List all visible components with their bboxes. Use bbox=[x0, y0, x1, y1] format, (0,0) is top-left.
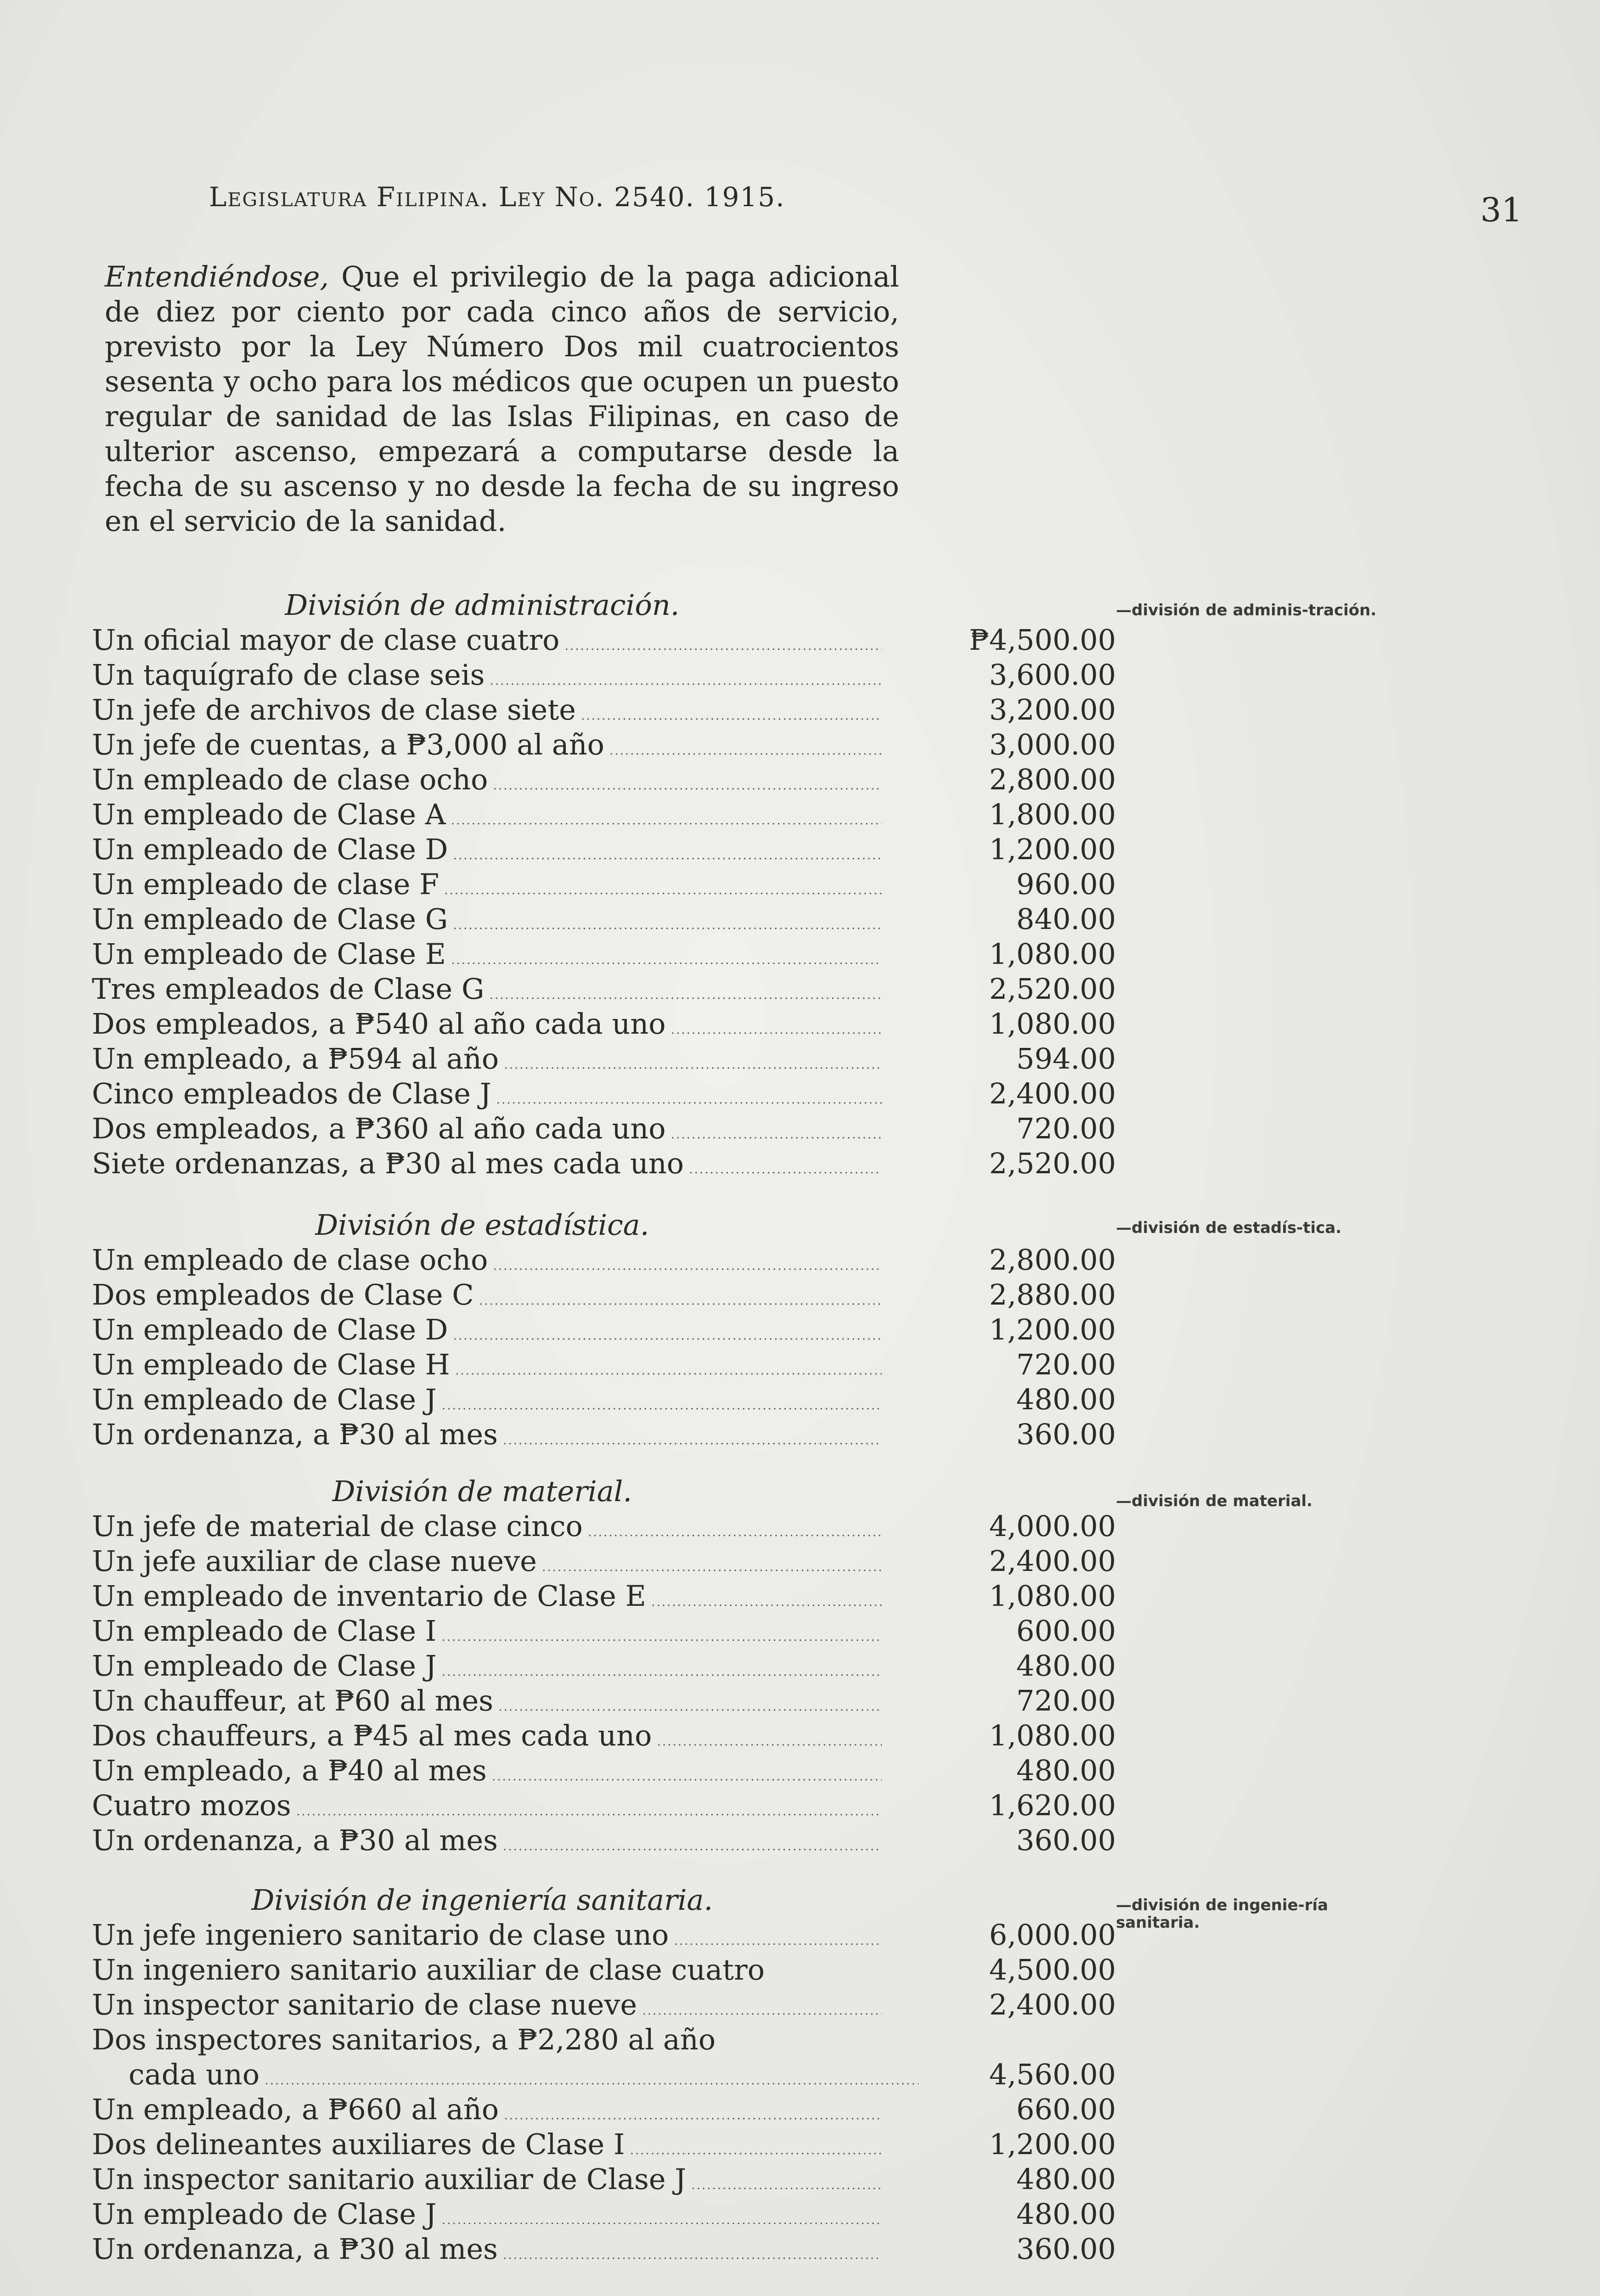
row-amount: 6,000.00 bbox=[989, 1918, 1116, 1952]
row-description: Un ordenanza, a ₱30 al mes ..... bbox=[92, 1417, 882, 1458]
row-amount: 3,200.00 bbox=[989, 693, 1116, 726]
row-description: Un empleado de Clase A ..... bbox=[92, 797, 882, 838]
section-title: División de ingeniería sanitaria. bbox=[251, 1883, 713, 1917]
row-description: Dos inspectores sanitarios, a ₱2,280 al año bbox=[92, 2023, 716, 2056]
row-amount: 360.00 bbox=[1016, 1823, 1116, 1857]
row-amount: 480.00 bbox=[1016, 1383, 1116, 1416]
row-amount: 480.00 bbox=[1016, 2197, 1116, 2231]
budget-row bbox=[92, 1243, 1116, 1277]
row-description: Un empleado de clase F ..... bbox=[92, 867, 882, 908]
row-description: Un empleado de Clase E ..... bbox=[92, 937, 882, 978]
budget-row bbox=[92, 727, 1116, 762]
row-description: Un empleado, a ₱40 al mes ..... bbox=[92, 1753, 882, 1794]
row-amount: 1,080.00 bbox=[989, 1719, 1116, 1752]
row-amount: 594.00 bbox=[1016, 1042, 1116, 1075]
budget-row bbox=[92, 1987, 1116, 2022]
budget-row bbox=[92, 692, 1116, 727]
budget-row bbox=[92, 1347, 1116, 1382]
page-number: 31 bbox=[1480, 191, 1522, 229]
budget-row bbox=[92, 832, 1116, 867]
section-title: División de estadística. bbox=[315, 1208, 649, 1242]
row-description: Un jefe de cuentas, a ₱3,000 al año ..... bbox=[92, 727, 882, 768]
row-amount: 2,400.00 bbox=[989, 1077, 1116, 1110]
row-amount: 600.00 bbox=[1016, 1614, 1116, 1648]
row-amount: 2,800.00 bbox=[989, 1243, 1116, 1277]
row-description: Un empleado de Clase J ..... bbox=[92, 1382, 882, 1423]
row-description: Un oficial mayor de clase cuatro ..... bbox=[92, 623, 882, 664]
row-amount: 1,200.00 bbox=[989, 833, 1116, 866]
row-amount: 480.00 bbox=[1016, 1754, 1116, 1787]
budget-row bbox=[92, 2127, 1116, 2162]
budget-row bbox=[92, 1509, 1116, 1544]
row-amount: 480.00 bbox=[1016, 2162, 1116, 2196]
row-amount: 360.00 bbox=[1016, 2232, 1116, 2266]
budget-row bbox=[92, 1007, 1116, 1041]
proviso-lead: Entendiéndose, bbox=[105, 260, 329, 293]
row-description: Un empleado de Clase J ..... bbox=[92, 2197, 882, 2238]
row-amount: 1,080.00 bbox=[989, 937, 1116, 971]
row-description: Un empleado de Clase H ..... bbox=[92, 1347, 882, 1388]
budget-row bbox=[92, 1312, 1116, 1347]
row-description: Un inspector sanitario auxiliar de Clase J ..... bbox=[92, 2162, 882, 2203]
budget-row bbox=[92, 1417, 1116, 1452]
row-amount: 2,880.00 bbox=[989, 1278, 1116, 1311]
row-description: Un empleado de Clase G ..... bbox=[92, 902, 882, 943]
budget-row bbox=[92, 1683, 1116, 1718]
page-header bbox=[209, 181, 1541, 236]
budget-row bbox=[92, 1753, 1116, 1788]
budget-row bbox=[92, 1041, 1116, 1076]
row-amount: 660.00 bbox=[1016, 2093, 1116, 2126]
row-amount: 720.00 bbox=[1016, 1348, 1116, 1381]
margin-note-ingenieria-sanitaria: —división de ingenie-ría sanitaria. bbox=[1116, 1896, 1328, 1932]
row-amount: 840.00 bbox=[1016, 902, 1116, 936]
row-amount: 2,520.00 bbox=[989, 972, 1116, 1006]
budget-row bbox=[92, 1579, 1116, 1614]
row-amount: 3,600.00 bbox=[989, 658, 1116, 692]
budget-row bbox=[92, 1076, 1116, 1111]
row-description: Dos delineantes auxiliares de Clase I ..... bbox=[92, 2127, 882, 2168]
budget-row bbox=[92, 1718, 1116, 1753]
row-amount: 1,800.00 bbox=[989, 798, 1116, 831]
row-description: Un ordenanza, a ₱30 al mes ..... bbox=[92, 2232, 882, 2273]
row-description: Un jefe de material de clase cinco ..... bbox=[92, 1509, 882, 1550]
budget-row bbox=[92, 937, 1116, 972]
proviso-paragraph bbox=[105, 259, 899, 539]
row-description: Un empleado de Clase D ..... bbox=[92, 832, 882, 873]
row-description: Un empleado, a ₱594 al año ..... bbox=[92, 1041, 882, 1082]
row-description: Dos chauffeurs, a ₱45 al mes cada uno ..... bbox=[92, 1718, 882, 1759]
row-description: Un empleado, a ₱660 al año ..... bbox=[92, 2092, 882, 2133]
budget-row bbox=[92, 1918, 1116, 1953]
section-administracion bbox=[92, 588, 1116, 1181]
row-description: Un inspector sanitario de clase nueve ..... bbox=[92, 1987, 882, 2028]
row-description: Un jefe ingeniero sanitario de clase uno ..... bbox=[92, 1918, 882, 1958]
budget-row bbox=[92, 797, 1116, 832]
row-amount: 720.00 bbox=[1016, 1684, 1116, 1717]
section-title: División de administración. bbox=[285, 588, 680, 622]
row-description: Un jefe auxiliar de clase nueve ..... bbox=[92, 1544, 882, 1585]
row-description: Un taquígrafo de clase seis ..... bbox=[92, 658, 882, 698]
row-amount: 2,400.00 bbox=[989, 1544, 1116, 1578]
row-amount: 2,520.00 bbox=[989, 1147, 1116, 1180]
row-description: Un ordenanza, a ₱30 al mes ..... bbox=[92, 1823, 882, 1864]
row-amount: ₱4,500.00 bbox=[969, 623, 1116, 657]
budget-row bbox=[92, 1277, 1116, 1312]
margin-note-administracion: —división de adminis-tración. bbox=[1116, 601, 1377, 619]
budget-row bbox=[92, 2162, 1116, 2197]
budget-row bbox=[92, 2022, 1116, 2057]
row-description: Cuatro mozos ..... bbox=[92, 1788, 882, 1829]
row-amount: 360.00 bbox=[1016, 1418, 1116, 1451]
budget-row bbox=[92, 2057, 1116, 2092]
row-description: Tres empleados de Clase G ..... bbox=[92, 972, 882, 1013]
budget-row bbox=[92, 1823, 1116, 1858]
budget-row bbox=[92, 2197, 1116, 2232]
row-amount: 1,080.00 bbox=[989, 1579, 1116, 1613]
budget-row bbox=[92, 2092, 1116, 2127]
row-amount: 960.00 bbox=[1016, 867, 1116, 901]
row-description: Un empleado de Clase J ..... bbox=[92, 1649, 882, 1689]
row-description: Dos empleados, a ₱540 al año cada uno ..... bbox=[92, 1007, 882, 1047]
margin-note-estadistica: —división de estadís-tica. bbox=[1116, 1219, 1342, 1237]
budget-row bbox=[92, 2232, 1116, 2267]
running-title: Legislatura Filipina. Ley No. 2540. 1915. bbox=[209, 181, 785, 213]
row-amount: 480.00 bbox=[1016, 1649, 1116, 1683]
row-description: Un empleado de inventario de Clase E ..... bbox=[92, 1579, 882, 1620]
budget-row bbox=[92, 1382, 1116, 1417]
budget-row bbox=[92, 902, 1116, 937]
row-description: Un chauffeur, at ₱60 al mes ..... bbox=[92, 1683, 882, 1724]
section-title: División de material. bbox=[332, 1474, 632, 1508]
row-amount: 1,080.00 bbox=[989, 1007, 1116, 1041]
row-description: Un ingeniero sanitario auxiliar de clase cuatro bbox=[92, 1953, 765, 1986]
proviso-text: Que el privilegio de la paga adicional de diez por ciento por cada cinco años de servicio, previsto por la Ley Número Dos mil cuatrocientos sesenta y ocho para los médicos que ocupen un puesto regular de sanidad de las Islas Filipinas, en caso de ulterior ascenso, empezará a computarse desde la fecha de su ascenso y no desde la fecha de su ingreso en el servicio de la sanidad. bbox=[105, 260, 899, 538]
row-amount: 1,200.00 bbox=[989, 1313, 1116, 1346]
budget-row bbox=[92, 1111, 1116, 1146]
section-material bbox=[92, 1474, 1116, 1858]
row-amount: 1,200.00 bbox=[989, 2127, 1116, 2161]
budget-row bbox=[92, 1544, 1116, 1579]
row-amount: 720.00 bbox=[1016, 1112, 1116, 1145]
row-description: Cinco empleados de Clase J ..... bbox=[92, 1076, 882, 1117]
section-estadistica bbox=[92, 1208, 1116, 1452]
row-amount: 1,620.00 bbox=[989, 1789, 1116, 1822]
budget-row bbox=[92, 1788, 1116, 1823]
row-description: Un empleado de clase ocho ..... bbox=[92, 762, 882, 803]
row-amount: 3,000.00 bbox=[989, 728, 1116, 761]
budget-row bbox=[92, 1953, 1116, 1987]
row-description: Dos empleados, a ₱360 al año cada uno ..... bbox=[92, 1111, 882, 1152]
section-ingenieria-sanitaria bbox=[92, 1883, 1116, 2267]
row-amount: 4,560.00 bbox=[989, 2058, 1116, 2091]
row-description: Un empleado de clase ocho ..... bbox=[92, 1243, 882, 1283]
budget-row bbox=[92, 867, 1116, 902]
row-description: Un jefe de archivos de clase siete ..... bbox=[92, 692, 882, 733]
row-amount: 4,500.00 bbox=[989, 1953, 1116, 1986]
row-description: Un empleado de Clase I ..... bbox=[92, 1614, 882, 1654]
budget-row bbox=[92, 1146, 1116, 1181]
row-description: cada uno ..... bbox=[92, 2057, 918, 2098]
row-description: Siete ordenanzas, a ₱30 al mes cada uno ..... bbox=[92, 1146, 882, 1187]
margin-note-material: —división de material. bbox=[1116, 1492, 1313, 1510]
budget-row bbox=[92, 1649, 1116, 1683]
row-amount: 2,800.00 bbox=[989, 763, 1116, 796]
budget-row bbox=[92, 972, 1116, 1007]
row-description: Un empleado de Clase D ..... bbox=[92, 1312, 882, 1353]
budget-row bbox=[92, 1614, 1116, 1649]
row-amount: 4,000.00 bbox=[989, 1509, 1116, 1543]
row-amount: 2,400.00 bbox=[989, 1988, 1116, 2021]
budget-row bbox=[92, 762, 1116, 797]
budget-row bbox=[92, 658, 1116, 692]
budget-row bbox=[92, 623, 1116, 658]
row-description: Dos empleados de Clase C ..... bbox=[92, 1277, 882, 1318]
